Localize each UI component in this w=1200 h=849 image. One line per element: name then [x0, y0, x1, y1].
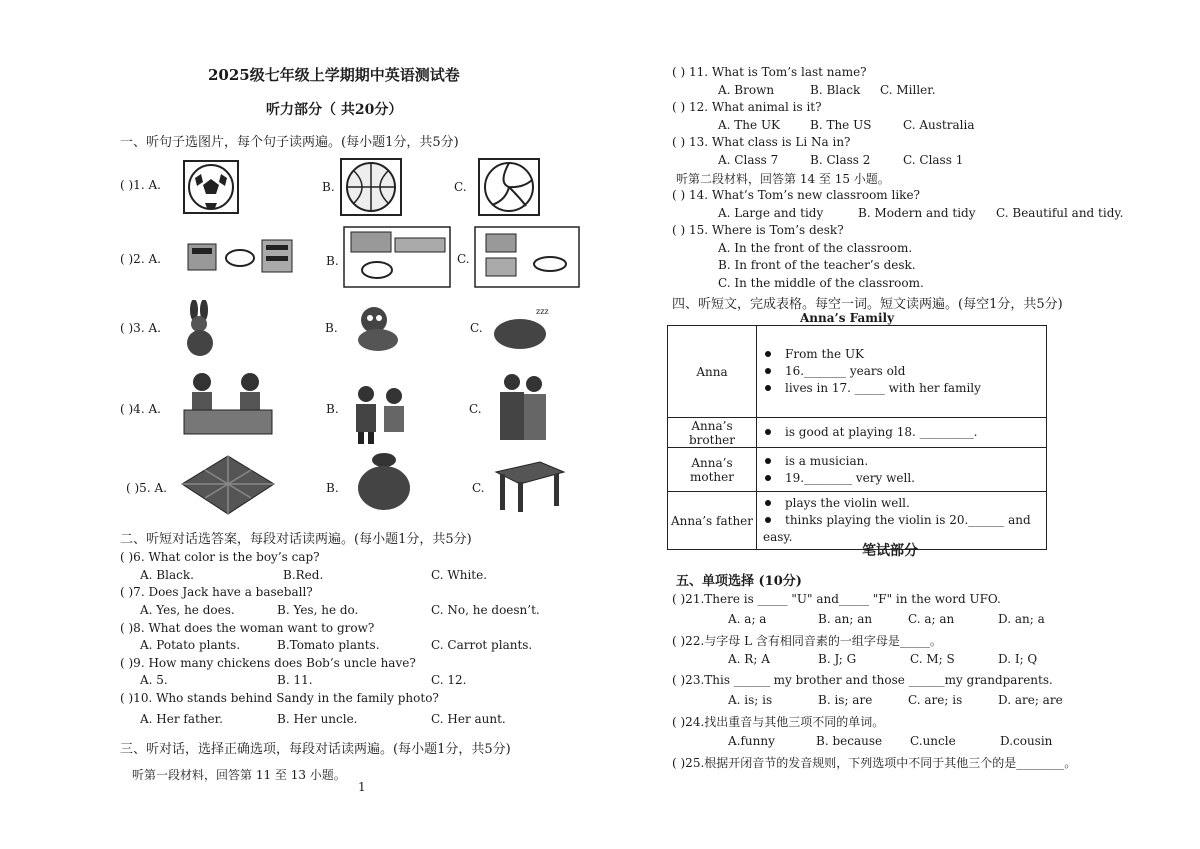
table-item: plays the violin well.	[785, 496, 910, 510]
svg-text:zzz: zzz	[536, 307, 549, 316]
option-b: B. because	[816, 734, 883, 748]
option-c-label: C.	[457, 252, 470, 266]
table-row	[668, 448, 1047, 492]
writing-header: 笔试部分	[862, 543, 918, 559]
section2-heading: 二、听短对话选答案，每段对话读两遍。(每小题1分，共5分)	[120, 532, 472, 547]
question-text: ( ) 12. What animal is it?	[672, 100, 822, 114]
question-number: ( )3. A.	[120, 321, 161, 335]
soccer-ball-icon	[183, 160, 239, 214]
option-c: C. Her aunt.	[431, 712, 506, 726]
question-text: ( )23.This ______ my brother and those ______my grandparents.	[672, 673, 1053, 687]
question-number: ( )2. A.	[120, 252, 161, 266]
table-row-name: Anna	[668, 326, 757, 418]
family-table	[667, 325, 1047, 550]
family-at-table-icon	[180, 372, 276, 440]
question-text: ( )22.与字母 L 含有相同音素的一组字母是_____。	[672, 634, 942, 648]
option-c: C. M; S	[910, 652, 955, 666]
option-a: A. is; is	[728, 693, 773, 707]
option-b: B. Class 2	[810, 153, 871, 167]
table-row-name: Anna’s father	[668, 492, 757, 550]
page-mark: 1	[358, 780, 366, 794]
option-d: D. I; Q	[998, 652, 1038, 666]
option-b: B. 11.	[277, 673, 313, 687]
option-b: B.Red.	[283, 568, 324, 582]
option-c: C. No, he doesn’t.	[431, 603, 540, 617]
option-b-label: B.	[326, 481, 339, 495]
option-c: C.uncle	[910, 734, 956, 748]
option-c: C. In the middle of the classroom.	[718, 276, 924, 290]
option-a: A. Potato plants.	[140, 638, 241, 652]
parents-icon	[494, 372, 554, 444]
option-a: A. Brown	[718, 83, 775, 97]
option-c: C. a; an	[908, 612, 955, 626]
question-text: ( )25.根据开闭音节的发音规则，下列选项中不同于其他三个的是________。	[672, 756, 1077, 770]
question-number: ( )1. A.	[120, 178, 161, 192]
table-title: Anna’s Family	[800, 311, 895, 325]
option-c: C. White.	[431, 568, 488, 582]
question-text: ( )8. What does the woman want to grow?	[120, 621, 375, 635]
option-a: A. Her father.	[140, 712, 223, 726]
section3-part2-note: 听第二段材料，回答第 14 至 15 小题。	[676, 172, 890, 186]
bullet-icon	[765, 368, 771, 374]
table-row-info	[757, 448, 1047, 492]
sleeping-cat-icon	[490, 304, 554, 352]
bullet-icon	[765, 351, 771, 357]
option-b: B. an; an	[818, 612, 873, 626]
option-a: A. Yes, he does.	[140, 603, 235, 617]
table-row-name: Anna’s brother	[668, 418, 757, 448]
option-c: C. 12.	[431, 673, 467, 687]
option-b: B.Tomato plants.	[277, 638, 380, 652]
table-item: lives in 17. _____ with her family	[785, 381, 981, 395]
section4-heading: 四、听短文，完成表格。每空一词。短文读两遍。(每空1分，共5分)	[672, 297, 1063, 312]
listening-header: 听力部分（ 共20分）	[266, 102, 403, 118]
bullet-icon	[765, 385, 771, 391]
dog-icon	[346, 300, 406, 354]
section5-heading: 五、单项选择 (10分)	[676, 574, 802, 589]
exam-title: 2025级七年级上学期期中英语测试卷	[208, 66, 460, 84]
option-a: A. In the front of the classroom.	[718, 241, 913, 255]
option-b-label: B.	[322, 180, 335, 194]
question-number: ( )5. A.	[126, 481, 167, 495]
question-text: ( ) 11. What is Tom’s last name?	[672, 65, 867, 79]
question-text: ( )21.There is _____ "U" and_____ "F" in the word UFO.	[672, 592, 1001, 606]
question-text: ( ) 13. What class is Li Na in?	[672, 135, 851, 149]
campus-map-icon	[343, 226, 451, 288]
option-a: A. The UK	[718, 118, 781, 132]
option-b: B. Yes, he do.	[277, 603, 359, 617]
option-a: A.funny	[728, 734, 775, 748]
option-c: C. are; is	[908, 693, 963, 707]
question-text: ( )9. How many chickens does Bob’s uncle have?	[120, 656, 416, 670]
table-item: is a musician.	[785, 453, 869, 468]
option-c: C. Australia	[903, 118, 975, 132]
blanket-icon	[180, 454, 276, 516]
table-row	[668, 326, 1047, 418]
question-text: ( )7. Does Jack have a baseball?	[120, 585, 313, 599]
option-b: B. The US	[810, 118, 872, 132]
option-c: C. Miller.	[880, 83, 936, 97]
question-number: ( )4. A.	[120, 402, 161, 416]
desk-icon	[492, 458, 566, 514]
couple-icon	[348, 384, 412, 446]
section1-heading: 一、听句子选图片，每个句子读两遍。(每小题1分，共5分)	[120, 135, 459, 150]
section3-heading: 三、听对话，选择正确选项，每段对话读两遍。(每小题1分，共5分)	[120, 742, 511, 757]
campus-map-icon	[474, 226, 580, 288]
option-b-label: B.	[326, 254, 339, 268]
option-a: A. Black.	[140, 568, 194, 582]
option-a: A. Class 7	[718, 153, 779, 167]
volleyball-icon	[478, 158, 540, 216]
option-b: B. Modern and tidy	[858, 206, 976, 220]
table-item: is good at playing 18. _________.	[785, 425, 978, 439]
question-text: ( ) 14. What’s Tom’s new classroom like?	[672, 188, 920, 202]
table-item: From the UK	[785, 347, 865, 361]
campus-map-icon	[186, 236, 296, 278]
option-b: B. is; are	[818, 693, 873, 707]
option-b: B. J; G	[818, 652, 857, 666]
option-b-label: B.	[325, 321, 338, 335]
table-row-info	[757, 326, 1047, 418]
table-item: 19.________ very well.	[785, 470, 915, 485]
bullet-icon	[765, 517, 771, 523]
question-text: ( ) 15. Where is Tom’s desk?	[672, 223, 844, 237]
option-c: C. Carrot plants.	[431, 638, 533, 652]
option-b: B. Black	[810, 83, 861, 97]
question-text: ( )10. Who stands behind Sandy in the family photo?	[120, 691, 439, 705]
option-c: C. Class 1	[903, 153, 964, 167]
table-row-name: Anna’s mother	[668, 448, 757, 492]
option-b: B. In front of the teacher’s desk.	[718, 258, 916, 272]
basketball-icon	[340, 158, 402, 216]
option-c-label: C.	[472, 481, 485, 495]
table-item: thinks playing the violin is 20.______ and easy.	[763, 513, 1031, 544]
option-c: C. Beautiful and tidy.	[996, 206, 1124, 220]
question-text: ( )24.找出重音与其他三项不同的单词。	[672, 715, 885, 729]
option-d: D. an; a	[998, 612, 1045, 626]
table-row	[668, 418, 1047, 448]
question-text: ( )6. What color is the boy’s cap?	[120, 550, 320, 564]
rabbit-icon	[180, 300, 220, 358]
bag-icon	[355, 450, 413, 512]
option-a: A. a; a	[728, 612, 767, 626]
option-b: B. Her uncle.	[277, 712, 358, 726]
option-c-label: C.	[470, 321, 483, 335]
option-a: A. R; A	[728, 652, 770, 666]
option-d: D.cousin	[1000, 734, 1053, 748]
table-row-info	[757, 418, 1047, 448]
bullet-icon	[765, 475, 771, 481]
option-c-label: C.	[454, 180, 467, 194]
bullet-icon	[765, 458, 771, 464]
option-b-label: B.	[326, 402, 339, 416]
bullet-icon	[765, 429, 771, 435]
section3-part1-note: 听第一段材料，回答第 11 至 13 小题。	[132, 768, 346, 782]
option-d: D. are; are	[998, 693, 1063, 707]
bullet-icon	[765, 500, 771, 506]
table-row	[668, 492, 1047, 550]
option-a: A. 5.	[140, 673, 168, 687]
option-a: A. Large and tidy	[718, 206, 824, 220]
table-item: 16._______ years old	[785, 364, 906, 378]
option-c-label: C.	[469, 402, 482, 416]
